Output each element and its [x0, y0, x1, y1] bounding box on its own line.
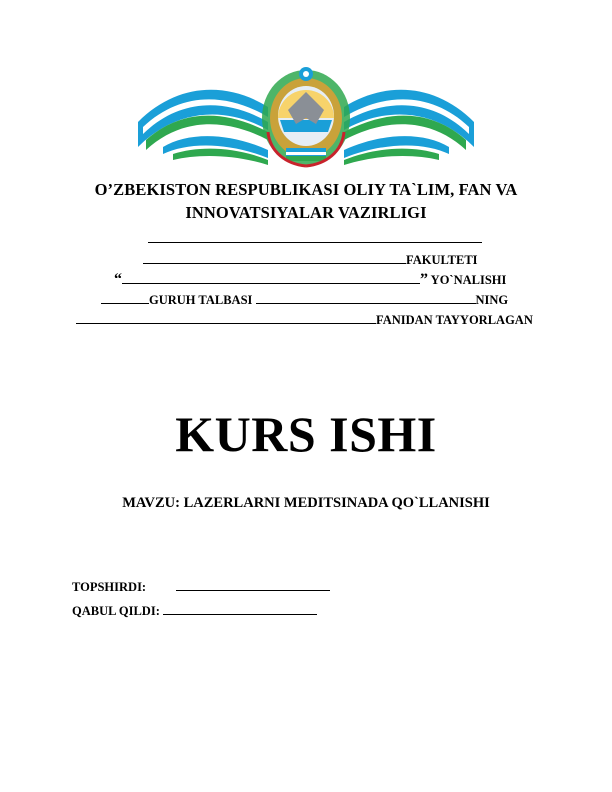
group-name-underline [256, 291, 476, 304]
ning-suffix: NING [475, 293, 509, 307]
accepted-underline [163, 602, 317, 615]
faculty-label: FAKULTETI [406, 253, 478, 267]
subject-line [76, 311, 533, 328]
faculty-line [143, 251, 478, 268]
direction-line [114, 271, 506, 289]
group-line [101, 291, 508, 308]
subject-underline [76, 311, 376, 324]
subject-label: FANIDAN TAYYORLAGAN [376, 313, 533, 327]
topic-line: MAVZU: LAZERLARNI MEDITSINADA QO`LLANISHI [122, 495, 490, 511]
left-flag-ribbon [138, 90, 268, 165]
right-flag-ribbon [344, 90, 474, 165]
group-label: GURUH TALBASI [149, 293, 253, 307]
emblem-center [262, 67, 350, 166]
accepted-line [72, 602, 317, 619]
direction-underline [122, 271, 420, 284]
group-underline [101, 291, 149, 304]
document-title: KURS ISHI [175, 406, 437, 462]
submitted-underline [176, 578, 330, 591]
university-blank-line [148, 230, 482, 247]
ministry-line-2: INNOVATSIYALAR VAZIRLIGI [185, 203, 427, 222]
state-emblem-header [118, 62, 494, 170]
direction-label: YO`NALISHI [430, 273, 507, 287]
accepted-label: QABUL QILDI: [72, 604, 160, 618]
close-quote: ” [420, 271, 428, 288]
faculty-underline [143, 251, 406, 264]
uzbekistan-emblem-icon [118, 62, 494, 170]
submitted-label: TOPSHIRDI: [72, 580, 147, 594]
open-quote: “ [114, 271, 122, 288]
submitted-line [72, 578, 330, 595]
ministry-heading [0, 178, 612, 224]
university-underline [148, 230, 482, 243]
ministry-line-1: O’ZBEKISTON RESPUBLIKASI OLIY TA`LIM, FAN VA [94, 180, 518, 199]
